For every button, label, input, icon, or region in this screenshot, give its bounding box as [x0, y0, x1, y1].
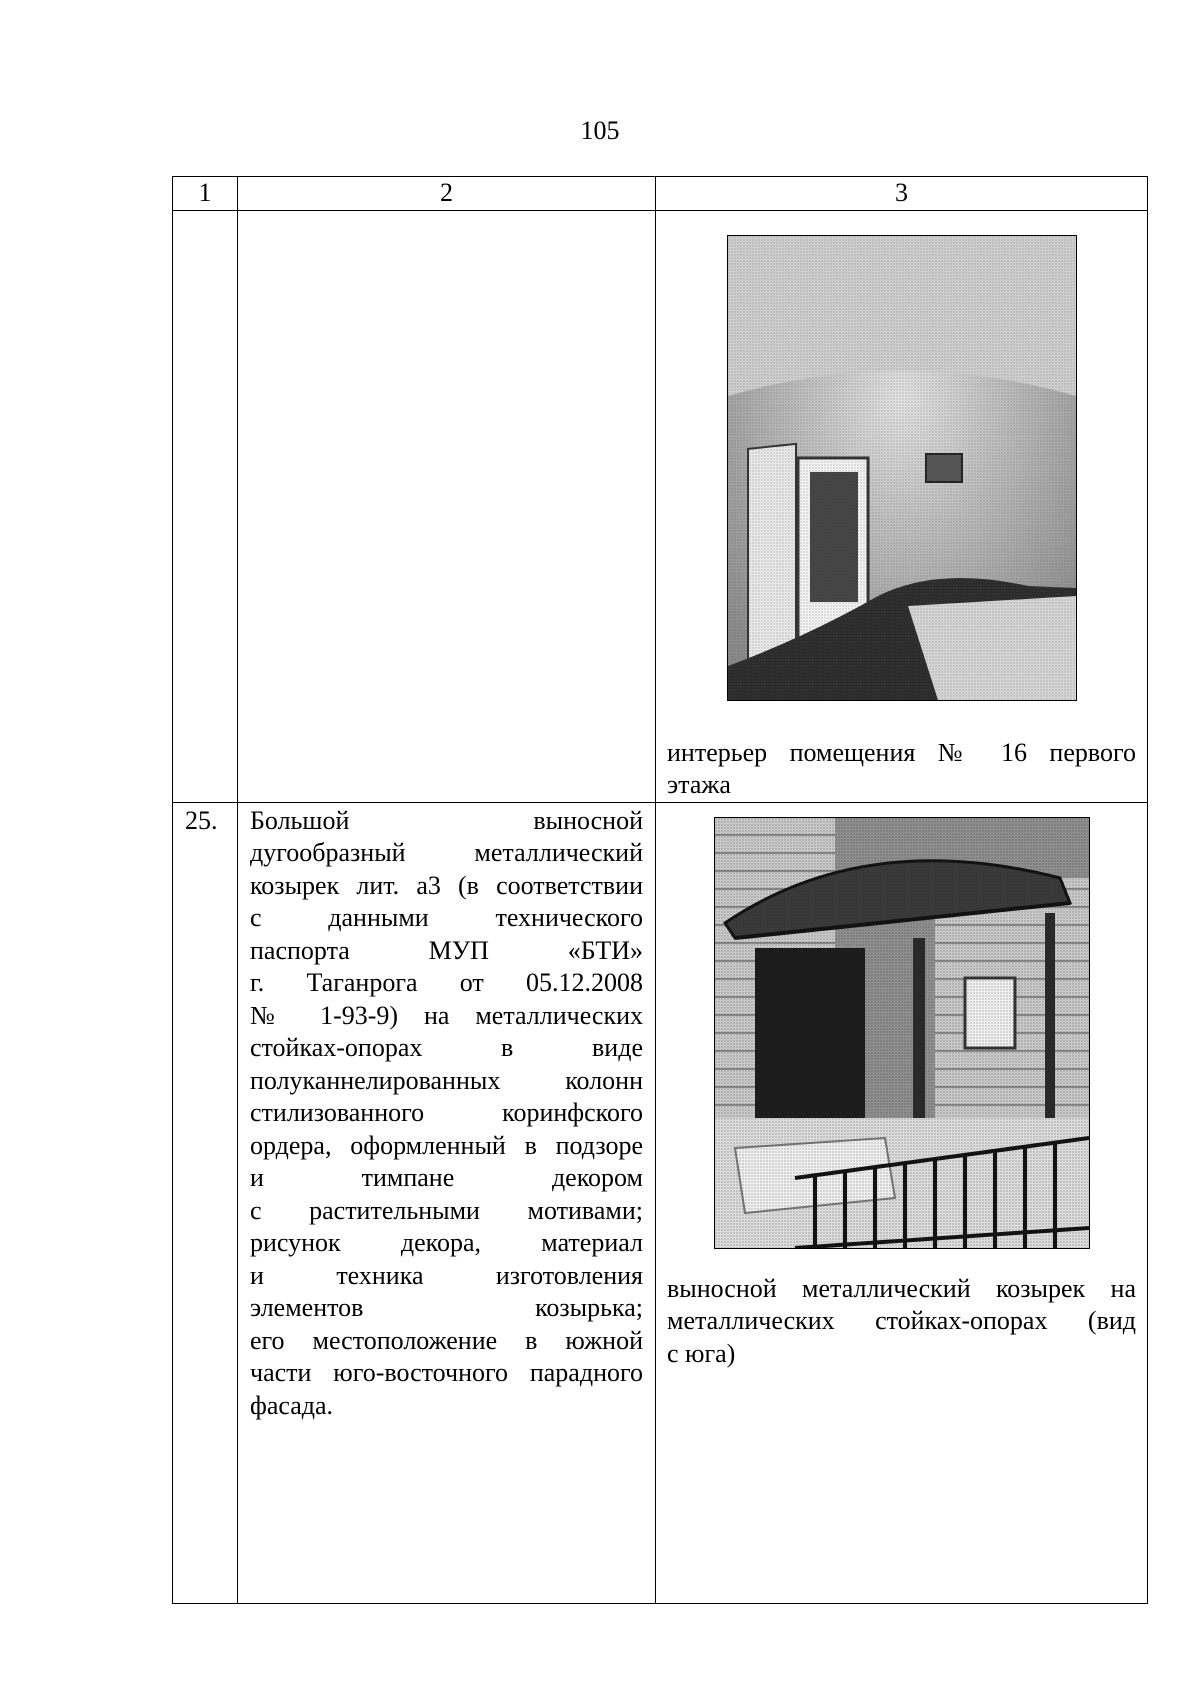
- description-line: части юго-восточного парадного: [250, 1358, 643, 1387]
- caption-line: интерьер помещения № 16 первого: [667, 737, 1136, 767]
- interior-photo: [727, 235, 1077, 701]
- canopy-photo-image: [715, 818, 1089, 1248]
- photo-cell: [656, 802, 1148, 1604]
- description-line: и тимпане декором: [250, 1163, 643, 1192]
- description-line: рисунок декора, материал: [250, 1228, 643, 1257]
- description-line: паспорта МУП «БТИ»: [250, 935, 643, 965]
- page-number: 105: [580, 116, 620, 145]
- row-description: [238, 802, 656, 1604]
- description-line: и техника изготовления: [250, 1260, 643, 1290]
- description-line: с растительными мотивами;: [250, 1195, 643, 1225]
- description-line: г. Таганрога от 05.12.2008: [250, 968, 643, 997]
- header-col-1: 1: [173, 177, 238, 211]
- table-header-row: [173, 177, 1148, 211]
- description-line: Большой выносной: [250, 805, 643, 835]
- description-line: дугообразный металлический: [250, 838, 643, 867]
- row-number: [173, 210, 238, 802]
- interior-photo-image: [728, 236, 1076, 700]
- caption-line: этажа: [667, 770, 731, 799]
- header-col-3: 3: [656, 177, 1148, 211]
- table-row: [173, 210, 1148, 802]
- description-line: элементов козырька;: [250, 1293, 643, 1322]
- description-line: его местоположение в южной: [250, 1325, 643, 1355]
- photo-caption: [667, 737, 1136, 802]
- photo-cell: [656, 210, 1148, 802]
- description-line: стойках-опорах в виде: [250, 1033, 643, 1062]
- description-line: козырек лит. а3 (в соответствии: [250, 870, 643, 900]
- description-line: фасада.: [250, 1390, 334, 1420]
- description-line: ордера, оформленный в подзоре: [250, 1130, 643, 1160]
- heritage-table: [172, 176, 1148, 1604]
- canopy-photo: [714, 817, 1090, 1249]
- photo-caption: [667, 1273, 1136, 1371]
- description-line: стилизованного коринфского: [250, 1098, 643, 1127]
- description-line: № 1-93-9) на металлических: [250, 1000, 643, 1030]
- table-row: [173, 802, 1148, 1604]
- row-description: [238, 210, 656, 802]
- description-line: полуканнелированных колонн: [250, 1065, 643, 1095]
- caption-line: с юга): [667, 1338, 736, 1368]
- description-line: с данными технического: [250, 903, 643, 932]
- row-number: 25.: [173, 802, 238, 1604]
- caption-line: выносной металлический козырек на: [667, 1273, 1136, 1303]
- header-col-2: 2: [238, 177, 656, 211]
- caption-line: металлических стойках-опорах (вид: [667, 1306, 1136, 1335]
